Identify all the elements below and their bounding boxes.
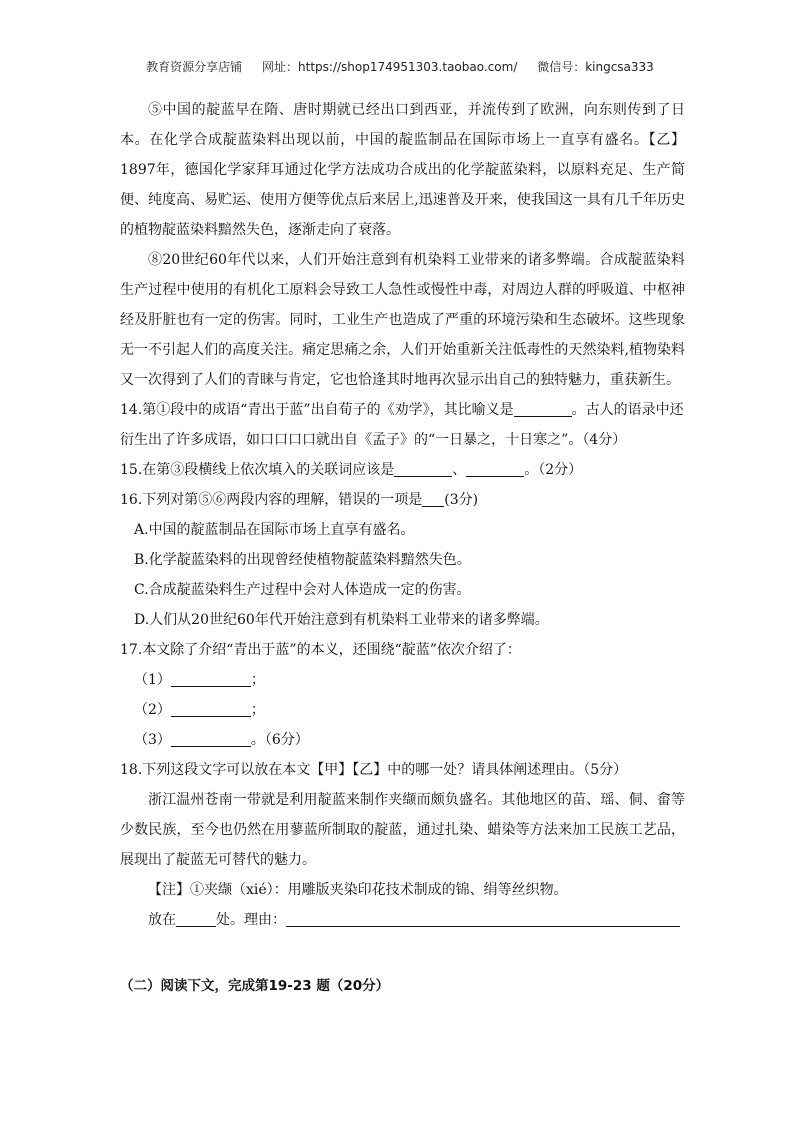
page-header [0,58,800,75]
question-17: 17.本文除了介绍“青出于蓝”的本义，还围绕“靛蓝”依次介绍了： [120,642,521,658]
answer-blank[interactable] [394,460,452,477]
reason-blank[interactable] [286,910,680,927]
question-18-note: 【注】①夹缬（xié）：用雕版夹染印花技术制成的锦、绢等丝织物。 [148,882,568,898]
option-d: D.人们从20世纪60年代开始注意到有机染料工业带来的诸多弊端。 [134,612,549,628]
option-a: A.中国的靛蓝制品在国际市场上直享有盛名。 [134,522,415,538]
question-15: 15.在第③段横线上依次填入的关联词应该是 、 。（2分） [120,462,583,478]
question-16: 16.下列对第⑤⑥两段内容的理解，错误的一项是 (3分) [120,492,479,508]
answer-blank[interactable] [514,400,572,417]
question-17-item-3: （3） 。（6分） [134,732,309,748]
question-17-item-1: （1） ； [134,672,265,688]
answer-blank[interactable] [171,730,251,747]
answer-blank[interactable] [171,670,251,687]
section-heading: （二）阅读下文，完成第19-23 题（20分） [120,978,390,994]
question-18-answer: 放在 处。理由： [120,905,685,935]
answer-blank[interactable] [422,490,444,507]
paragraph-5: ⑤中国的靛蓝早在隋、唐时期就已经出口到西亚，并流传到了欧洲，向东则传到了日本。在化学合成靛蓝染料出现以前，中国的靛监制品在国际市场上一直享有盛名。【乙】1897年，德国化学家拜耳通过化学方法成功合成出的化学靛蓝染料，以原料充足、生产简便、纯度高、易贮运、使用方便等优点后来居上,迅速普及开来，使我国这一具有几千年历史的植物靛蓝染料黯然失色，逐渐走向了衰落。 [120,102,685,238]
question-18: 18.下列这段文字可以放在本文【甲】【乙】中的哪一处？请具体阐述理由。（5分） [120,762,628,778]
question-18-passage: 浙江温州苍南一带就是利用靛蓝来制作夹缬而颇负盛名。其他地区的苗、瑶、侗、畲等少数民族，至今也仍然在用蓼蓝所制取的靛蓝，通过扎染、蜡染等方法来加工民族工艺品，展现出了靛蓝无可替代的魅力。 [120,792,685,868]
wechat-id: 微信号：kingcsa333 [537,60,654,74]
shop-url: 网址：https://shop174951303.taobao.com/ [262,60,518,74]
paragraph-6: ⑧20世纪60年代以来，人们开始注意到有机染料工业带来的诸多弊端。合成靛蓝染料生产过程中使用的有机化工原料会导致工人急性或慢性中毒，对周边人群的呼吸道、中枢神经及肝脏也有一定的伤害。同时，工业生产也造成了严重的环境污染和生态破坏。这些现象无一不引起人们的高度关注。痛定思痛之余，人们开始重新关注低毒性的天然染料,植物染料又一次得到了人们的青睐与肯定，它也恰逢其时地再次显示出自己的独特魅力，重获新生。 [120,252,685,388]
answer-blank[interactable] [171,700,251,717]
shop-name: 教育资源分享店铺 [146,60,243,74]
answer-blank[interactable] [466,460,524,477]
answer-blank[interactable] [176,910,216,927]
question-17-item-2: （2） ； [134,702,265,718]
option-b: B.化学靛蓝染料的出现曾经使植物靛蓝染料黯然失色。 [134,552,471,568]
option-c: C.合成靛蓝染料生产过程中会对人体造成一定的伤害。 [134,582,471,598]
question-14: 14.第①段中的成语“青出于蓝”出自荀子的《劝学》，其比喻义是 。古人的语录中还衍生出了许多成语，如口口口口就出自《孟子》的“一日暴之，十日寒之”。（4分） [120,402,684,448]
document-body [120,95,685,1001]
